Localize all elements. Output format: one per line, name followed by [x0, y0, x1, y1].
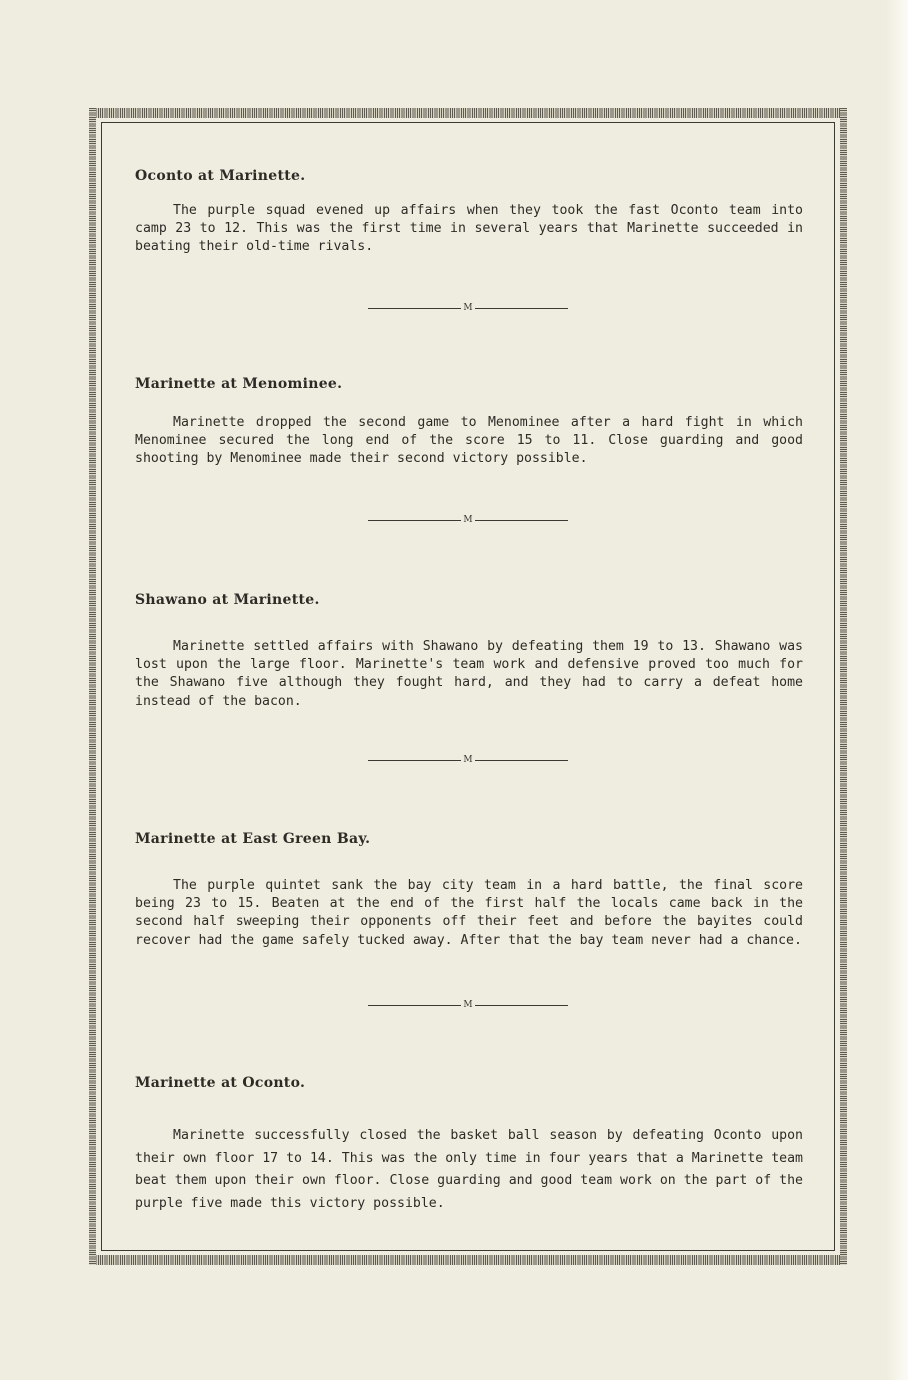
divider-mark: M [463, 755, 473, 765]
section-divider [368, 513, 568, 527]
border-right [840, 108, 847, 1265]
divider-line [368, 520, 461, 521]
section-heading: Marinette at Menominee. [135, 376, 343, 392]
game-report-marinette-at-east-green-bay [135, 829, 803, 948]
border-bottom [89, 1255, 847, 1265]
section-heading: Oconto at Marinette. [135, 168, 306, 184]
game-report-oconto-at-marinette [135, 166, 803, 255]
section-divider [368, 301, 568, 315]
game-report-marinette-at-oconto [135, 1073, 803, 1211]
section-divider [368, 998, 568, 1012]
divider-line [475, 520, 568, 521]
divider-line [475, 1005, 568, 1006]
section-body: The purple quintet sank the bay city team in a hard battle, the final score being 23 to 15. Beaten at the end of the first half the locals came back in the second half sweeping their opponents off their feet and before the bayites could recover had the game safely tucked away. After that the bay team never had a chance. [135, 878, 803, 948]
divider-mark: M [463, 515, 473, 525]
divider-line [475, 308, 568, 309]
section-body: Marinette dropped the second game to Menominee after a hard fight in which Menominee secured the long end of the score 15 to 11. Close guarding and good shooting by Menominee made their second victory possible. [135, 415, 803, 467]
section-heading: Shawano at Marinette. [135, 592, 320, 608]
section-body: The purple squad evened up affairs when they took the fast Oconto team into camp 23 to 12. This was the first time in several years that Marinette succeeded in beating their old-time rivals. [135, 203, 803, 255]
page-edge [886, 0, 908, 1380]
divider-mark: M [463, 1000, 473, 1010]
border-left [89, 108, 96, 1265]
section-heading: Marinette at Oconto. [135, 1075, 306, 1091]
divider-line [475, 760, 568, 761]
section-heading: Marinette at East Green Bay. [135, 831, 371, 847]
divider-mark: M [463, 303, 473, 313]
divider-line [368, 760, 461, 761]
section-body: Marinette settled affairs with Shawano by defeating them 19 to 13. Shawano was lost upon the large floor. Marinette's team work and defensive proved too much for the Shawano five although they fought hard, and they had to carry a defeat home instead of the bacon. [135, 639, 803, 709]
divider-line [368, 1005, 461, 1006]
section-divider [368, 753, 568, 767]
divider-line [368, 308, 461, 309]
game-report-marinette-at-menominee [135, 374, 803, 467]
border-top [89, 108, 847, 118]
section-body: Marinette successfully closed the basket ball season by defeating Oconto upon their own floor 17 to 14. This was the only time in four years that a Marinette team beat them upon their own floor. Close guarding and good team work on the part of the purple five made this victory possible. [135, 1128, 803, 1211]
game-report-shawano-at-marinette [135, 590, 803, 709]
